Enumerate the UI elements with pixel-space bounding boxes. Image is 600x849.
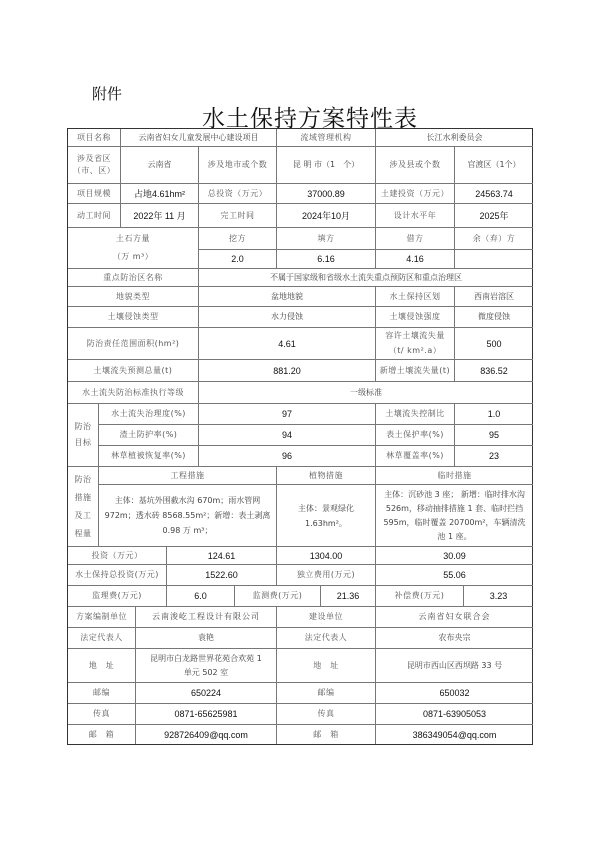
target-value-6: 23 [455, 446, 533, 467]
compensation-label: 补偿费(万元) [376, 586, 464, 607]
key-zone: 不属于国家级和省级水土流失重点预防区和重点治理区 [199, 269, 533, 287]
monitoring: 21.36 [321, 586, 376, 607]
builder-fax: 0871-63905053 [376, 704, 533, 725]
earthwork-header-excavation: 挖方 [199, 228, 277, 250]
landform: 盆地地貌 [199, 287, 376, 307]
target-label-3: 渣土防护率(%) [99, 425, 199, 446]
basin-agency: 长江水利委员会 [376, 129, 533, 147]
engineering-measures: 主体：基坑外围截水沟 670m；雨水管网 972m；透水砖 8568.55m²；新增：表土剥离 0.98 万 m³； [99, 485, 277, 547]
builder-address-label: 地 址 [277, 649, 376, 683]
design-year-label: 设计水平年 [376, 204, 455, 228]
design-year: 2025年 [455, 204, 533, 228]
allowed-loss-label-line1: 容许土壤流失量 [385, 331, 445, 340]
targets-label: 防治目标 [68, 404, 99, 467]
builder-email-label: 邮 箱 [277, 725, 376, 744]
key-zone-label: 重点防治区名称 [68, 269, 199, 287]
compiler-postcode: 650224 [136, 683, 277, 704]
invest-engineering: 124.61 [167, 547, 277, 565]
attachment-label: 附件 [92, 85, 123, 103]
province-label: 涉及省区（市、区） [68, 147, 121, 184]
target-label-1: 水土流失治理度(%) [99, 404, 199, 425]
start-date: 2022年 11 月 [121, 204, 199, 228]
counties-label: 涉及县或个数 [376, 147, 455, 184]
target-label-2: 土壤流失控制比 [376, 404, 455, 425]
finish-date: 2024年10月 [277, 204, 376, 228]
civil-invest-label: 土建投资（万元） [376, 184, 455, 204]
builder-email: 386349054@qq.com [412, 729, 497, 740]
resp-area-label: 防治责任范围面积(hm²) [68, 328, 199, 360]
measures-label: 防治措施及工程量 [68, 467, 99, 547]
allowed-loss-label [376, 328, 455, 360]
characteristics-table [67, 128, 533, 745]
counties: 官渡区（1个） [455, 147, 533, 184]
compiler-email-label: 邮 箱 [68, 725, 136, 744]
target-value-2: 1.0 [455, 404, 533, 425]
earthwork-header-fill: 填方 [277, 228, 376, 250]
swc-zone: 西南岩溶区 [455, 287, 533, 307]
total-invest-label: 总投资（万元） [199, 184, 277, 204]
builder-rep-label: 法定代表人 [277, 628, 376, 649]
builder-address: 昆明市西山区西坝路 33 号 [376, 649, 533, 683]
invest-plant: 1304.00 [277, 547, 376, 565]
builder-fax-label: 传真 [277, 704, 376, 725]
standard-label: 水土流失防治标准执行等级 [68, 382, 199, 404]
swc-total: 1522.60 [167, 565, 277, 586]
independent-label: 独立费用(万元) [277, 565, 376, 586]
target-value-4: 95 [455, 425, 533, 446]
project-name: 云南省妇女儿童发展中心建设项目 [121, 129, 277, 147]
compiler-label: 方案编制单位 [68, 607, 136, 628]
earthwork-label-line1: 土石方量 [116, 234, 150, 243]
earthwork-fill: 6.16 [277, 250, 376, 269]
monitoring-label: 监测费(万元) [235, 586, 321, 607]
supervision: 6.0 [167, 586, 235, 607]
builder-rep: 农布央宗 [376, 628, 533, 649]
new-loss-label: 新增土壤流失量(t) [376, 360, 455, 382]
document-title: 水土保持方案特性表 [202, 106, 418, 132]
predicted-loss: 881.20 [199, 360, 376, 382]
cities-label: 涉及地市或个数 [199, 147, 277, 184]
target-value-3: 94 [199, 425, 376, 446]
swc-zone-label: 水土保持区划 [376, 287, 455, 307]
compiler-email: 928726409@qq.com [136, 725, 277, 744]
temporary-measures: 主体：沉砂池 3 座； 新增：临时排水沟 526m，移动抽排措施 1 套、临时拦挡 595m，临时覆盖 20700m²，车辆清洗池 1 座。 [376, 485, 533, 547]
scale: 占地4.61hm² [121, 184, 199, 204]
earthwork-excavation: 2.0 [199, 250, 277, 269]
resp-area: 4.61 [199, 328, 376, 360]
standard: 一级标准 [199, 382, 533, 404]
builder-label: 建设单位 [277, 607, 376, 628]
compensation: 3.23 [464, 586, 533, 607]
project-name-label: 项目名称 [68, 129, 121, 147]
earthwork-borrow: 4.16 [376, 250, 455, 269]
target-label-6: 林草覆盖率(%) [376, 446, 455, 467]
earthwork-header-borrow: 借方 [376, 228, 455, 250]
allowed-loss-label-line2: （t/ km².a） [388, 346, 442, 355]
finish-label: 完工时间 [199, 204, 277, 228]
invest-label: 投资（万元） [68, 547, 167, 565]
compiler-address-label: 地 址 [68, 649, 136, 683]
target-value-1: 97 [199, 404, 376, 425]
target-value-5: 96 [199, 446, 376, 467]
erosion-intensity-label: 土壤侵蚀强度 [376, 307, 455, 328]
earthwork-label-line2: （万 m³） [112, 252, 154, 261]
erosion-type: 水力侵蚀 [199, 307, 376, 328]
invest-temporary: 30.09 [376, 547, 533, 565]
target-label-5: 林草植被恢复率(%) [99, 446, 199, 467]
new-loss: 836.52 [455, 360, 533, 382]
start-label: 动工时间 [68, 204, 121, 228]
basin-agency-label: 流域管理机构 [277, 129, 376, 147]
compiler-fax: 0871-65625981 [136, 704, 277, 725]
civil-invest: 24563.74 [455, 184, 533, 204]
compiler-postcode-label: 邮编 [68, 683, 136, 704]
target-label-4: 表土保护率(%) [376, 425, 455, 446]
landform-label: 地貌类型 [68, 287, 199, 307]
swc-total-label: 水土保持总投资(万元) [68, 565, 167, 586]
builder-postcode: 650032 [376, 683, 533, 704]
compiler-address: 昆明市白龙路世界花苑合欢苑 1 单元 502 室 [136, 649, 277, 683]
engineering-label: 工程措施 [99, 467, 277, 485]
province: 云南省 [121, 147, 199, 184]
supervision-label: 监理费(万元) [68, 586, 167, 607]
erosion-intensity: 微度侵蚀 [455, 307, 533, 328]
builder-postcode-label: 邮编 [277, 683, 376, 704]
independent: 55.06 [376, 565, 533, 586]
allowed-loss: 500 [455, 328, 533, 360]
scale-label: 项目规模 [68, 184, 121, 204]
compiler-rep: 袁艳 [136, 628, 277, 649]
compiler: 云南浚屹工程设计有限公司 [136, 607, 277, 628]
cities: 昆 明 市（1 个） [277, 147, 376, 184]
plant-measures: 主体：景观绿化 1.63hm²。 [277, 485, 376, 547]
earthwork-header-spoil: 余（弃）方 [455, 228, 533, 250]
erosion-type-label: 土壤侵蚀类型 [68, 307, 199, 328]
builder: 云南省妇女联合会 [376, 607, 533, 628]
plant-label: 植物措施 [277, 467, 376, 485]
earthwork-label [68, 228, 199, 269]
temporary-label: 临时措施 [376, 467, 533, 485]
compiler-fax-label: 传真 [68, 704, 136, 725]
earthwork-spoil [455, 250, 533, 269]
compiler-rep-label: 法定代表人 [68, 628, 136, 649]
predicted-loss-label: 土壤流失预测总量(t) [68, 360, 199, 382]
total-invest: 37000.89 [277, 184, 376, 204]
